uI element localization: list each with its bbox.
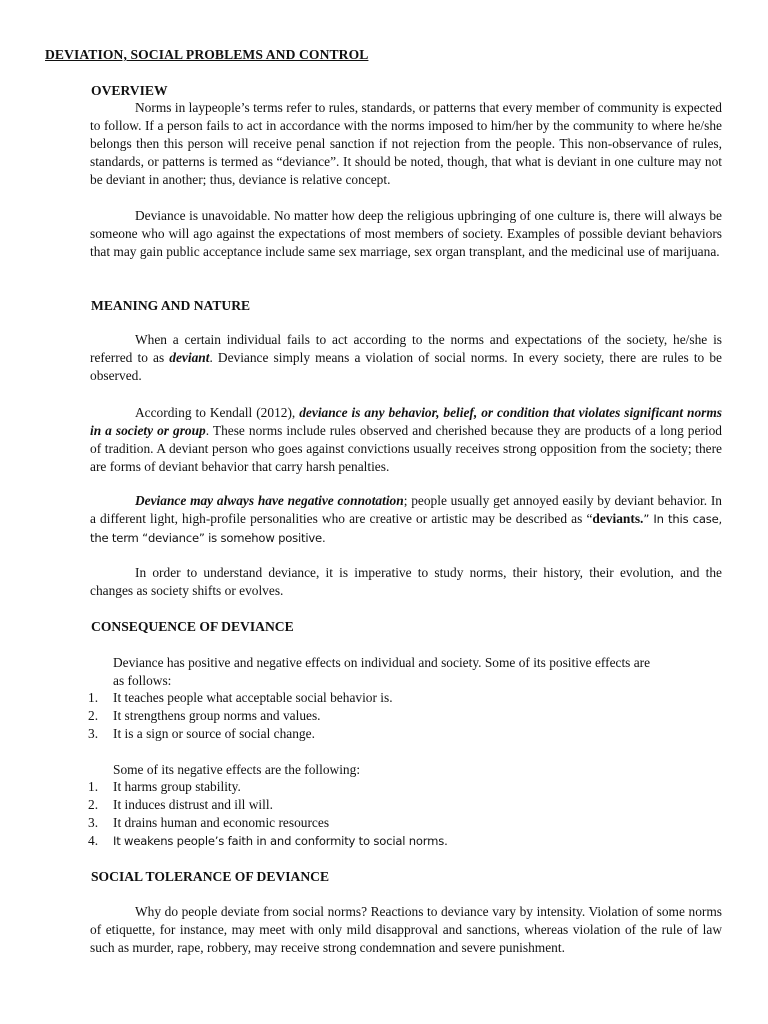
list-item [88, 796, 448, 814]
meaning-p1-text-a: When a certain individual fails to act according to the norms and expectations of the society, he/she is referred to as [90, 332, 722, 365]
list-number: 3. [88, 814, 99, 830]
list-number: 2. [88, 796, 99, 812]
tolerance-paragraph-1: Why do people deviate from social norms? Reactions to deviance vary by intensity. Violation of some norms of etiquette, for instance, may meet with only mild disapproval and sanctions, whereas violation of the rule of law such as murder, rape, robbery, may receive strong condemnation and severe punishment. [90, 904, 722, 955]
list-item [88, 814, 448, 832]
list-text: It teaches people what acceptable social behavior is. [113, 690, 393, 705]
list-number: 2. [88, 707, 99, 723]
kendall-definition: deviance is any behavior, belief, or condition that violates significant norms in a society or group [90, 405, 722, 438]
meaning-heading: MEANING AND NATURE [91, 298, 251, 313]
tolerance-heading: SOCIAL TOLERANCE OF DEVIANCE [91, 869, 330, 884]
list-number: 1. [88, 690, 99, 705]
list-item [88, 832, 448, 850]
positive-effects-list [88, 689, 393, 743]
negative-effects-intro: Some of its negative effects are the following: [113, 762, 361, 777]
meaning-paragraph-4: In order to understand deviance, it is imperative to study norms, their history, their evolution, and the changes as society shifts or evolves. [90, 565, 722, 598]
deviant-term: deviant [169, 349, 210, 365]
document-title: DEVIATION, SOCIAL PROBLEMS AND CONTROL [45, 47, 369, 62]
list-text: It drains human and economic resources [113, 814, 330, 830]
meaning-p1-text-c: . Deviance simply means a violation of social norms. In every society, there are rules to be observed. [90, 349, 722, 383]
meaning-p2-text-c: . These norms include rules observed and cherished because they are products of a long period of tradition. A deviant person who goes against convictions usually receives strong opposition from the society; there are forms of deviant behavior that carry harsh penalties. [90, 422, 722, 474]
list-number: 1. [88, 779, 99, 794]
list-number: 4. [88, 832, 99, 848]
list-text: It strengthens group norms and values. [113, 707, 321, 723]
list-item [88, 778, 448, 796]
meaning-p2-text-a: According to Kendall (2012), [135, 405, 300, 420]
list-item [88, 707, 393, 725]
positive-effects-intro-continued: as follows: [113, 673, 172, 688]
list-text: It induces distrust and ill will. [113, 796, 273, 812]
list-item [88, 689, 393, 707]
negative-connotation-text: Deviance may always have negative connotation [135, 493, 404, 508]
positive-effects-intro: Deviance has positive and negative effects on individual and society. Some of its positive effects are [113, 655, 651, 670]
list-number: 3. [88, 725, 99, 741]
list-text: It weakens people’s faith in and conformity to social norms. [113, 833, 448, 848]
meaning-paragraph-1 [90, 331, 722, 385]
negative-effects-list [88, 778, 448, 850]
list-text: It is a sign or source of social change. [113, 725, 315, 741]
meaning-p3-text-b: ; people usually get annoyed easily by deviant behavior. In a different light, high-profile personalities who are creative or artistic may be described as “ [90, 493, 722, 526]
list-item [88, 725, 393, 743]
list-text: It harms group stability. [113, 779, 241, 794]
overview-heading: OVERVIEW [91, 83, 168, 98]
meaning-paragraph-2 [90, 404, 722, 476]
meaning-paragraph-3 [90, 492, 722, 548]
overview-paragraph-2: Deviance is unavoidable. No matter how deep the religious upbringing of one culture is, there will always be someone who will ago against the expectations of most members of society. Examples of possible deviant behaviors that may gain public acceptance include same sex marriage, sex organ transplant, and the medicinal use of marijuana. [90, 208, 722, 259]
deviants-term: deviants. [592, 510, 644, 526]
overview-paragraph-1: Norms in laypeople’s terms refer to rules, standards, or patterns that every member of community is expected to follow. If a person fails to act in accordance with the norms imposed to him/her by the community to where he/she belongs then this person will receive penal sanction if not rejection from the people. This non-observance of rules, standards, or patterns is termed as “deviance”. It should be noted, though, that what is deviant in one culture may not be deviant in another; thus, deviance is relative concept. [90, 100, 722, 187]
consequence-heading: CONSEQUENCE OF DEVIANCE [91, 619, 294, 634]
meaning-p3-text-d: ” In this case, the term “deviance” is somehow positive. [90, 511, 722, 545]
